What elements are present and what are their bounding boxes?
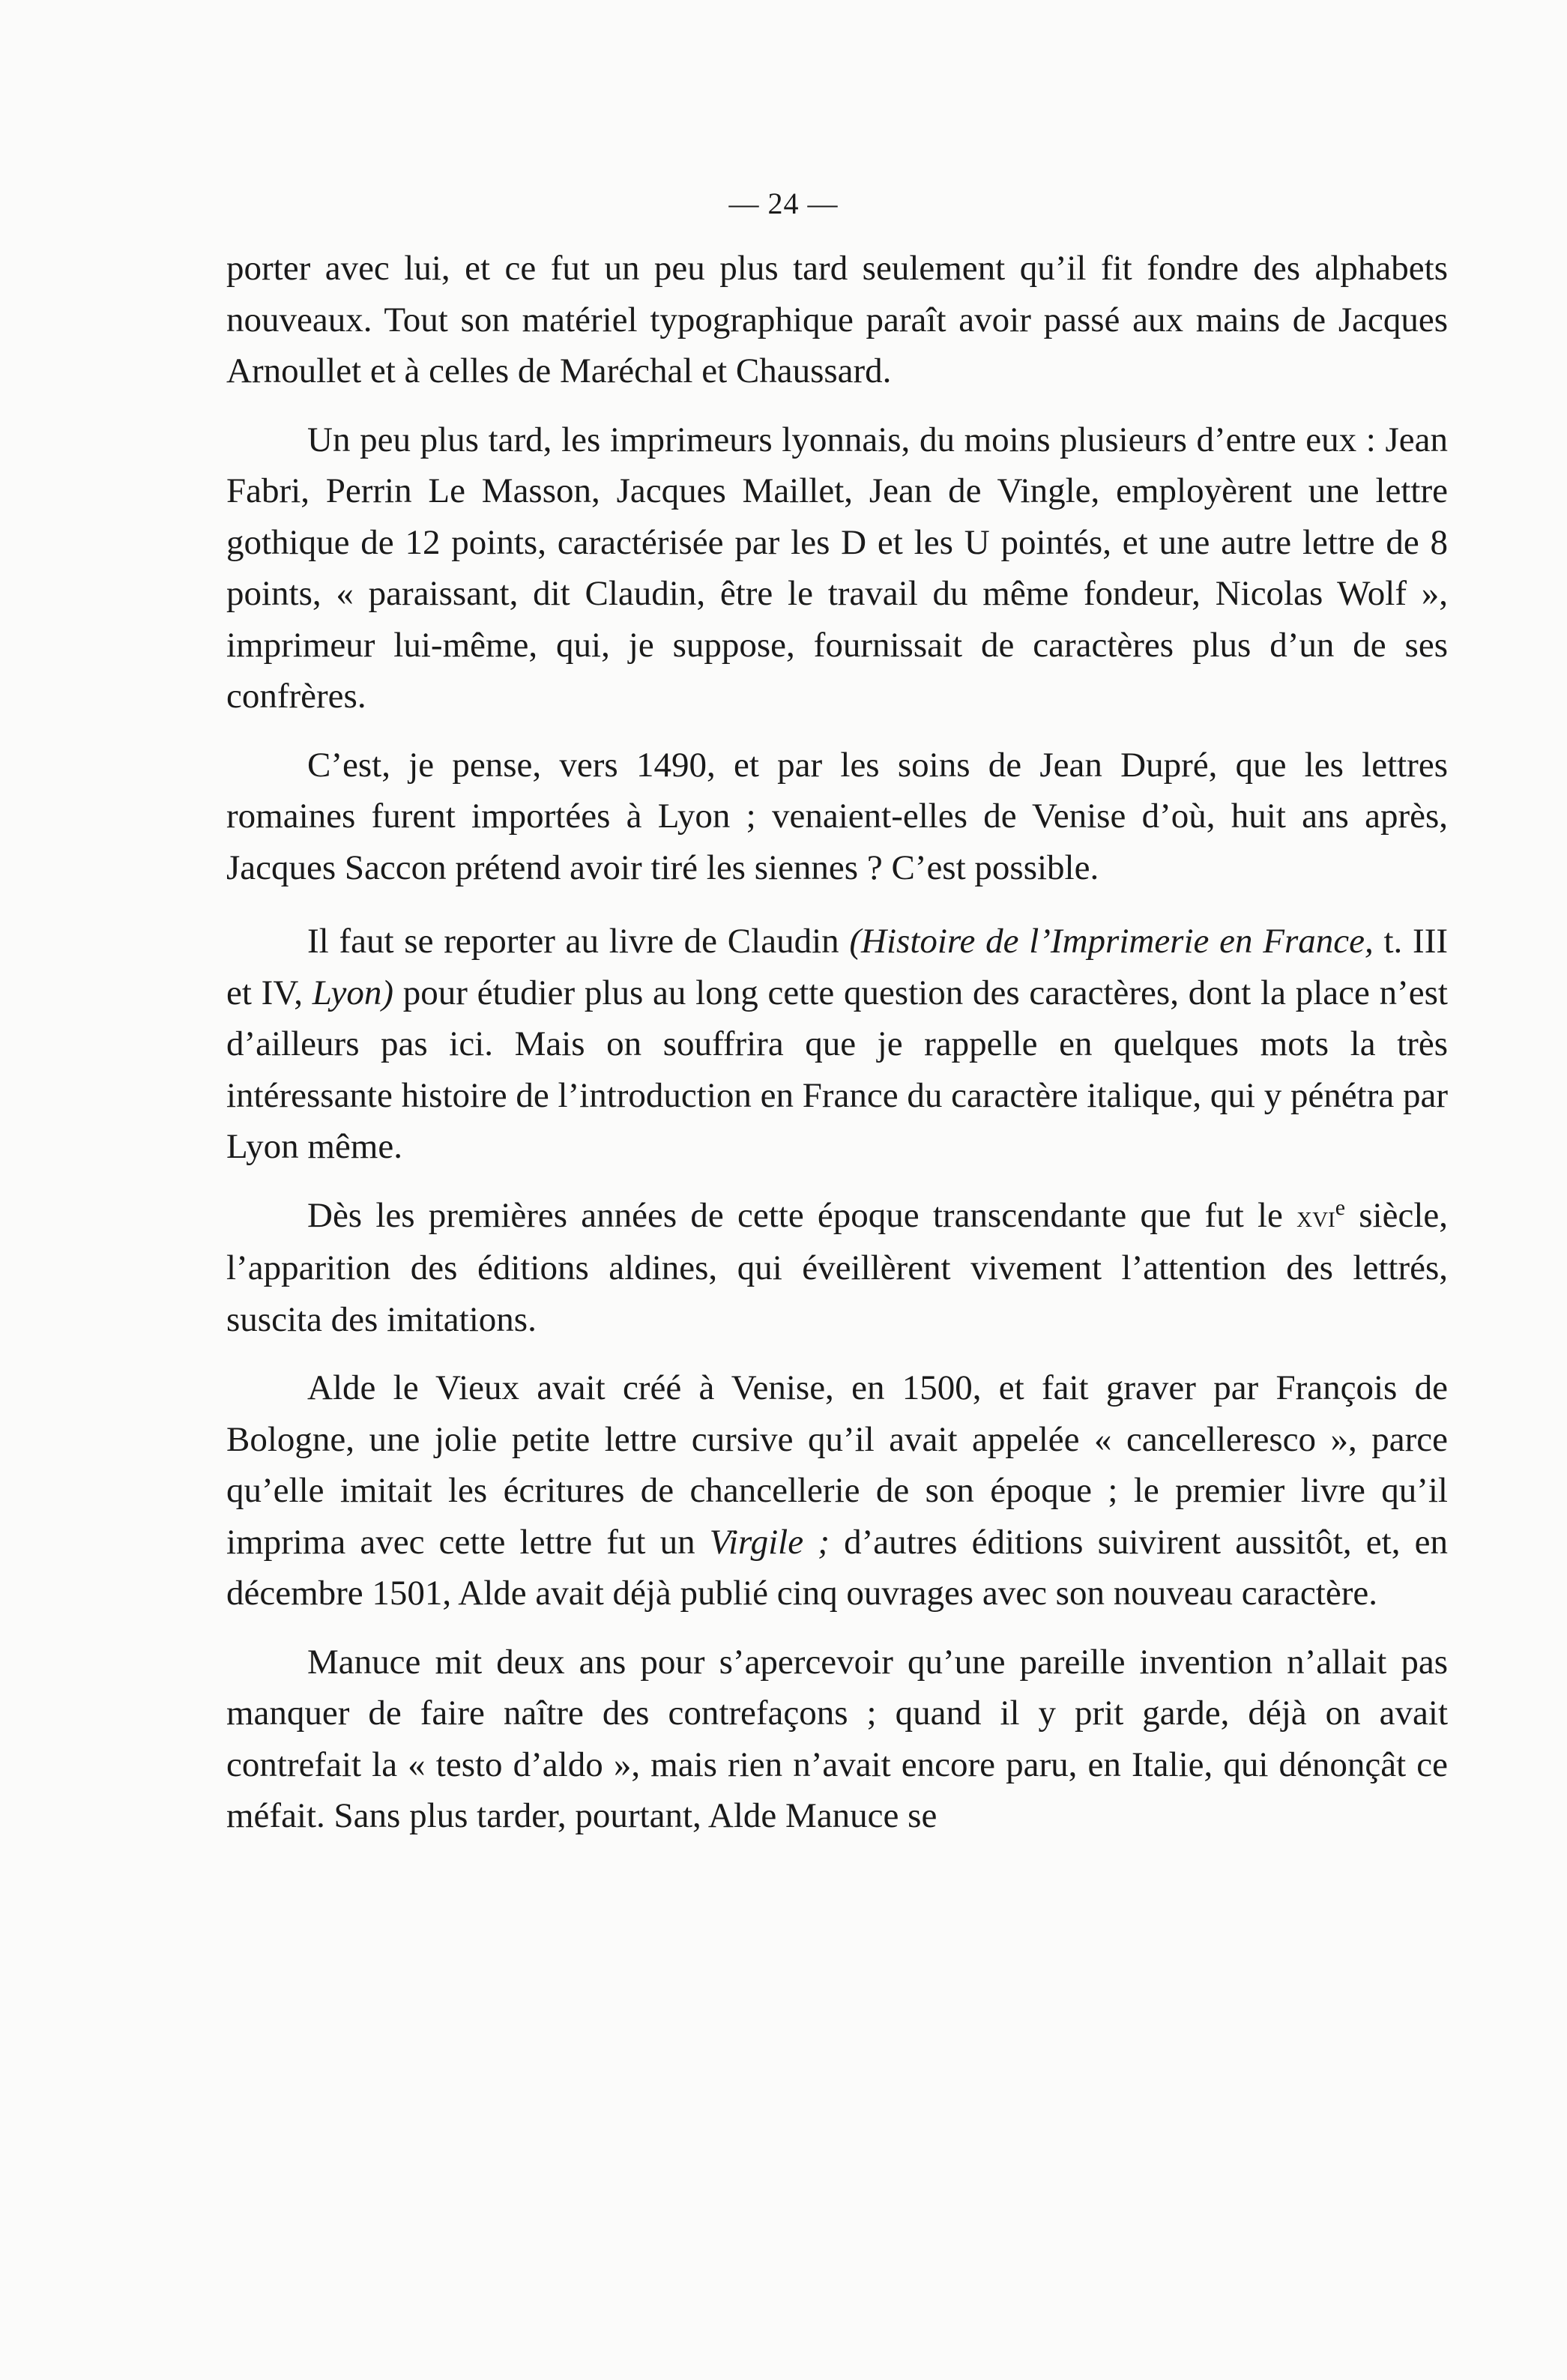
paragraph-5-text-a: Dès les premières années de cette époque transcendante que fut le <box>307 1195 1297 1235</box>
paragraph-3: C’est, je pense, vers 1490, et par les soins de Jean Dupré, que les lettres romaines furent importées à Lyon ; venaient-elles de Venise d’où, huit ans après, Jacques Saccon prétend avoir tiré les siennes ? C’est possible. <box>226 745 1448 887</box>
paragraph-4-text-e: pour étudier plus au long cette question des caractères, dont la place n’est d’ailleurs pas ici. Mais on souffrira que je rappelle en quelques mots la très intéressante histoire de l’introduction en France du caractère italique, qui y pénétra par Lyon même. <box>226 973 1448 1166</box>
century-superscript: e <box>1335 1194 1346 1220</box>
paragraph-6 <box>226 1362 1448 1619</box>
book-title-virgile: Virgile ; <box>709 1522 830 1562</box>
paragraph-4 <box>226 916 1448 1173</box>
paragraph-2: Un peu plus tard, les imprimeurs lyonnais, du moins plusieurs d’entre eux : Jean Fabri, Perrin Le Masson, Jacques Maillet, Jean de Vingle, employèrent une lettre gothique de 12 points, caractérisée par les D et les U pointés, et une autre lettre de 8 points, « paraissant, dit Claudin, être le travail du même fondeur, Nicolas Wolf », imprimeur lui-même, qui, je suppose, fournissait de caractères plus d’un de ses confrères. <box>226 420 1448 716</box>
body-text <box>226 243 1448 1859</box>
paragraph-6-text-c: d’autres éditions suivirent aussitôt, et, en décembre 1501, Alde avait déjà publié cinq ouvrages avec son nouveau caractère. <box>226 1522 1448 1613</box>
paragraph-1: porter avec lui, et ce fut un peu plus tard seulement qu’il fit fondre des alphabets nouveaux. Tout son matériel typographique paraît avoir passé aux mains de Jacques Arnoullet et à celles de Maréchal et Chaussard. <box>226 249 1448 390</box>
paragraph-4-text-a: Il faut se reporter au livre de Claudin <box>307 922 850 961</box>
volume-title-lyon: Lyon) <box>312 973 393 1012</box>
paragraph-5-text-d: siècle, l’apparition des éditions aldines, qui éveillèrent vivement l’attention des lettrés, suscita des imitations. <box>226 1195 1448 1339</box>
paragraph-5 <box>226 1190 1448 1346</box>
paragraph-6-text-a: Alde le Vieux avait créé à Venise, en 1500, et fait graver par François de Bologne, une jolie petite lettre cursive qu’il avait appelée « cancelleresco », parce qu’elle imitait les écritures de chancellerie de son époque ; le premier livre qu’il imprima avec cette lettre fut un <box>226 1368 1448 1562</box>
century-numeral: xvi <box>1296 1199 1335 1234</box>
page-number: — 24 — <box>728 187 839 220</box>
paragraph-7: Manuce mit deux ans pour s’apercevoir qu’une pareille invention n’allait pas manquer de faire naître des contrefaçons ; quand il y prit garde, déjà on avait contrefait la « testo d’aldo », mais rien n’avait encore paru, en Italie, qui dénonçât ce méfait. Sans plus tarder, pourtant, Alde Manuce se <box>226 1642 1448 1835</box>
paragraph-4-text-c: t. III et IV, <box>226 922 1449 1012</box>
book-title-histoire: (Histoire de l’Imprimerie en France, <box>849 922 1374 961</box>
